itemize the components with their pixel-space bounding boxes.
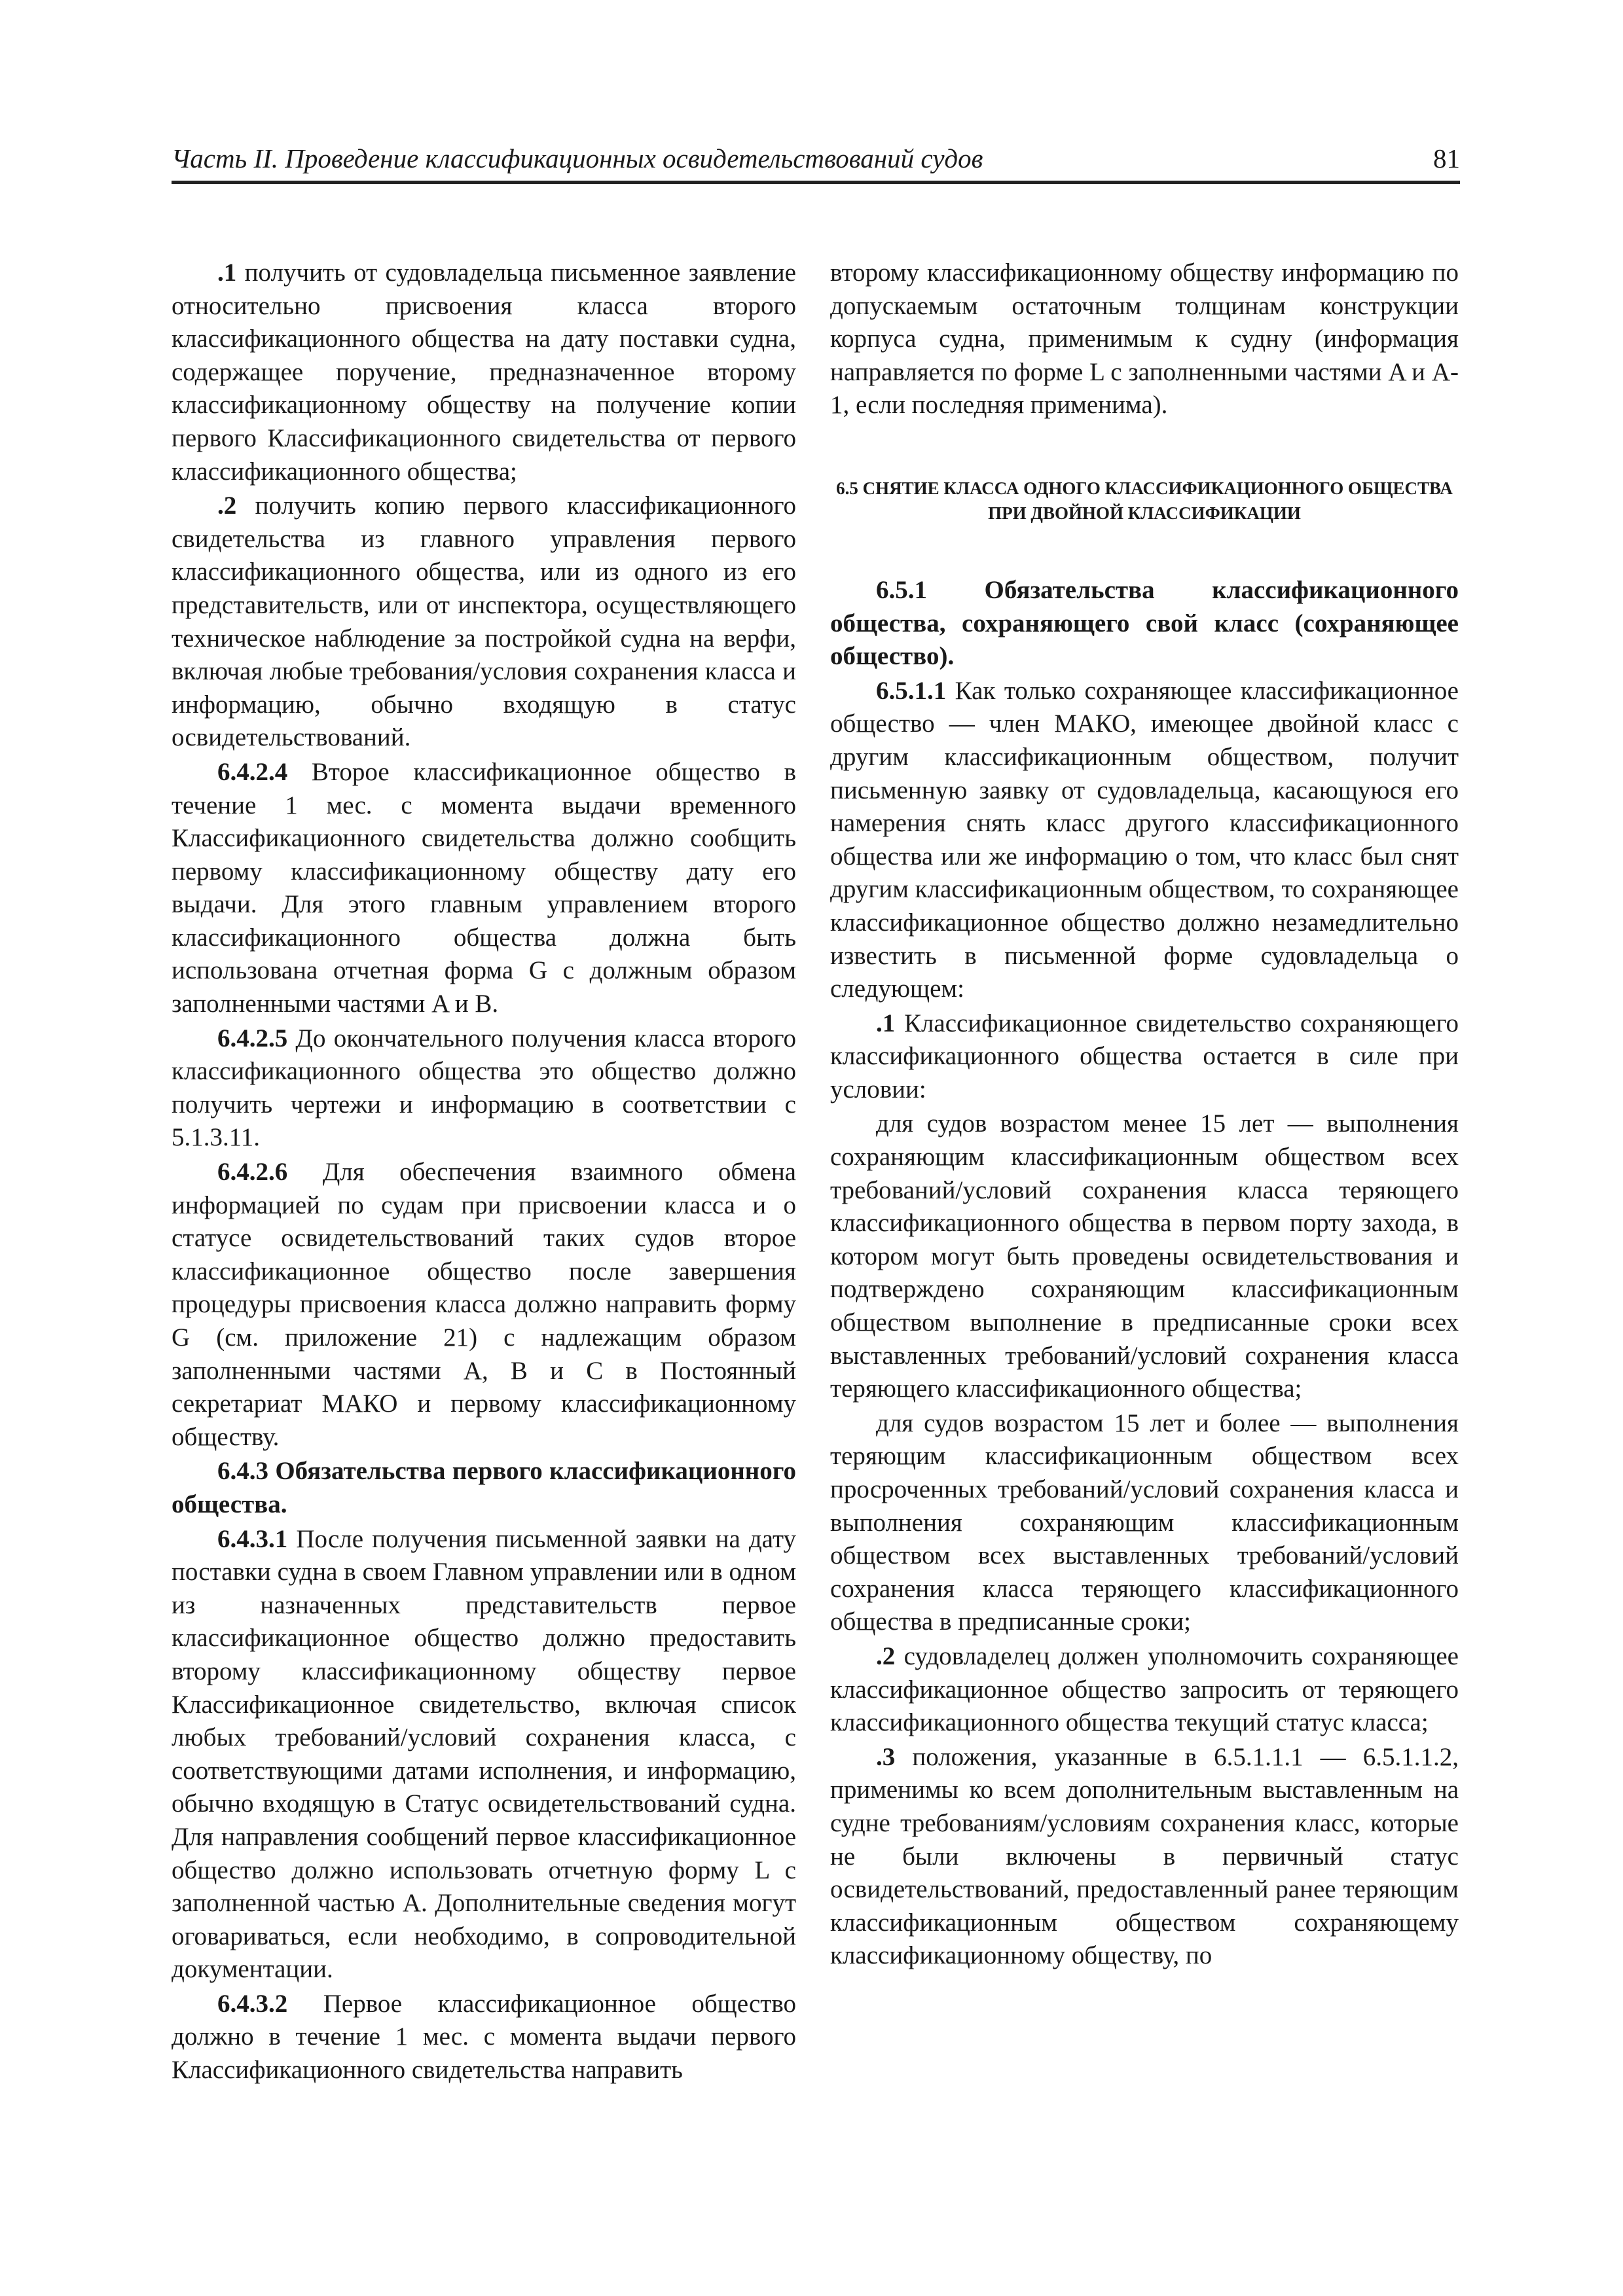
paragraph-text: Классификационное свидетельство сохраняющего классификационного общества остается в силе при условии: xyxy=(830,1009,1459,1103)
paragraph-continuation: второму классификационному обществу информацию по допускаемым остаточным толщинам конструкции корпуса судна, применимым к судну (информация направляется по форме L с заполненными частями A и A-1, если последняя применима). xyxy=(830,259,1459,420)
page-number: 81 xyxy=(1433,143,1460,173)
clause-number: 6.4.3.2 xyxy=(217,1989,288,2018)
paragraph-item-2 xyxy=(172,490,796,755)
paragraph-text: для судов возрастом 15 лет и более — выполнения теряющим классификационным обществом всех просроченных требований/условий сохранения класса и выполнения сохраняющим классификационным обществом всех выставленных требований/условий сохранения класса теряющего классификационного общества в предписанные сроки; xyxy=(830,1408,1459,1636)
paragraph-text: для судов возрастом менее 15 лет — выполнения сохраняющим классификационным обществом всех требований/условий сохранения класса теряющего классификационного общества в первом порту захода, в котором могут быть проведены освидетельствования и подтверждено сохраняющим классификационным обществом выполнение в предписанные сроки всех выставленных требований/условий сохранения класса теряющего классификационного общества; xyxy=(830,1109,1459,1403)
left-column xyxy=(172,257,796,2089)
paragraph-text: Для обеспечения взаимного обмена информацией по судам при присвоении класса и о статусе освидетельствований таких судов второе классификационное общество после завершения процедуры присвоения класса должно направить форму G (см. приложение 21) с надлежащим образом заполненными частями A, B и C в Постоянный секретариат МАКО и первому классификационному обществу. xyxy=(172,1158,796,1451)
paragraph-15-years-and-over xyxy=(830,1407,1459,1639)
clause-number: 6.4.2.4 xyxy=(217,757,288,786)
paragraph-6-4-2-5 xyxy=(172,1022,796,1155)
subsection-heading-6-4-3: 6.4.3 Обязательства первого классификационного общества. xyxy=(172,1457,796,1518)
paragraph-6-4-2-4 xyxy=(172,756,796,1021)
paragraph-6-4-2-6 xyxy=(172,1156,796,1454)
section-title-6-5: 6.5 СНЯТИЕ КЛАССА ОДНОГО КЛАССИФИКАЦИОННОГО ОБЩЕСТВА ПРИ ДВОЙНОЙ КЛАССИФИКАЦИИ xyxy=(836,478,1453,523)
paragraph-text: Второе классификационное общество в течение 1 мес. с момента выдачи временного Классификационного свидетельства должно сообщить первому классификационному обществу дату его выдачи. Для этого главным управлением второго классификационного общества должна быть использована отчетная форма G с должным образом заполненными частями A и B. xyxy=(172,757,796,1018)
paragraph-item-1 xyxy=(172,257,796,488)
right-column xyxy=(830,257,1459,1974)
paragraph-item-1 xyxy=(830,1007,1459,1107)
running-header xyxy=(172,140,1460,184)
paragraph-text: получить копию первого классификационного свидетельства из главного управления первого классификационного общества, или из одного из его представительств, или от инспектора, осуществляющего техническое наблюдение за постройкой судна на верфи, включая любые требования/условия сохранения класса и информацию, обычно входящую в статус освидетельствований. xyxy=(172,492,796,752)
paragraph-text: судовладелец должен уполномочить сохраняющее классификационное общество запросить от теряющего классификационного общества текущий статус класса; xyxy=(830,1641,1459,1737)
item-number: .2 xyxy=(876,1641,896,1670)
paragraph-text: получить от судовладельца письменное заявление относительно присвоения класса второго классификационного общества на дату поставки судна, содержащее поручение, предназначенное второму классификационному обществу на получение копии первого Классификационного свидетельства от первого классификационного общества; xyxy=(172,259,796,486)
paragraph-text: положения, указанные в 6.5.1.1.1 — 6.5.1.1.2, применимы ко всем дополнительным выставленным на судне требованиям/условиям сохранения класс, которые не были включены в первичный статус освидетельствований, предоставленный ранее теряющим классификационным обществом сохраняющему классификационному обществу, по xyxy=(830,1742,1459,1970)
paragraph-text: Как только сохраняющее классификационное общество — член МАКО, имеющее двойной класс с другим классификационным обществом, получит письменную заявку от судовладельца, касающуюся его намерения снять класс другого классификационного общества или же информацию о том, что класс был снят другим классификационным обществом, то сохраняющее классификационное общество должно незамедлительно известить в письменной форме судовладельца о следующем: xyxy=(830,676,1459,1003)
item-number: .1 xyxy=(217,259,237,287)
item-number: .2 xyxy=(217,492,237,520)
paragraph-6-4-3-2 xyxy=(172,1988,796,2087)
paragraph-item-2 xyxy=(830,1640,1459,1740)
paragraph-under-15-years xyxy=(830,1107,1459,1405)
item-number: .1 xyxy=(876,1009,896,1037)
subsection-heading-6-5-1: 6.5.1 Обязательства классификационного общества, сохраняющего свой класс (сохраняющее общество). xyxy=(830,575,1459,671)
clause-number: 6.4.2.6 xyxy=(217,1158,288,1187)
clause-number: 6.5.1.1 xyxy=(876,676,947,705)
paragraph-6-5-1-1 xyxy=(830,675,1459,1006)
paragraph-text: После получения письменной заявки на дату поставки судна в своем Главном управлении или в одном из назначенных представительств первое классификационное общество должно предоставить второму классификационному обществу первое Классификационное свидетельство, включая список любых требований/условий сохранения класса, с соответствующими датами исполнения, и информацию, обычно входящую в Статус освидетельствований судна. Для направления сообщений первое классификационное общество должно использовать отчетную форму L с заполненной частью A. Дополнительные сведения могут оговариваться, если необходимо, в сопроводительной документации. xyxy=(172,1524,796,1984)
clause-number: 6.4.2.5 xyxy=(217,1024,288,1052)
paragraph-text: Первое классификационное общество должно в течение 1 мес. с момента выдачи первого Классификационного свидетельства направить xyxy=(172,1989,796,2085)
item-number: .3 xyxy=(876,1742,896,1771)
paragraph-6-4-3-1 xyxy=(172,1523,796,1986)
clause-number: 6.4.3.1 xyxy=(217,1524,288,1553)
paragraph-text: До окончательного получения класса второго классификационного общества это общество должно получить чертежи и информацию в соответствии с 5.1.3.11. xyxy=(172,1024,796,1152)
paragraph-item-3 xyxy=(830,1741,1459,1973)
running-title: Часть II. Проведение классификационных освидетельствований судов xyxy=(172,143,983,173)
